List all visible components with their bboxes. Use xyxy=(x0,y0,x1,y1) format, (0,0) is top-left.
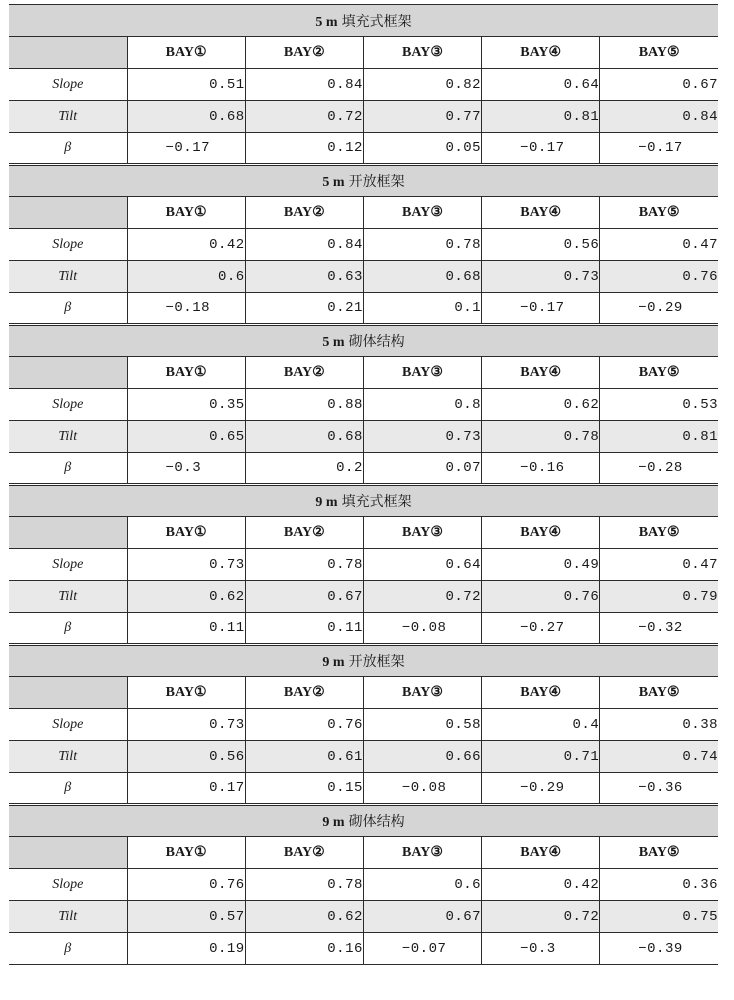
value-cell: 0.42 xyxy=(127,229,245,261)
value-cell: 0.64 xyxy=(363,549,481,581)
value-cell: 0.17 xyxy=(127,773,245,805)
table-row-slope xyxy=(9,229,718,261)
section-span: 5 m xyxy=(322,335,345,350)
value-cell: 0.67 xyxy=(600,69,718,101)
value-cell: 0.68 xyxy=(245,421,363,453)
value-cell: 0.81 xyxy=(482,101,600,133)
value-cell: 0.58 xyxy=(363,709,481,741)
bay-header: BAY③ xyxy=(363,677,481,709)
value-cell: 0.8 xyxy=(363,389,481,421)
value-cell: 0.35 xyxy=(127,389,245,421)
value-cell: 0.4 xyxy=(482,709,600,741)
section-title-row xyxy=(9,805,718,837)
bay-header: BAY① xyxy=(127,677,245,709)
value-cell: 0.75 xyxy=(600,901,718,933)
bay-header: BAY① xyxy=(127,517,245,549)
value-cell: 0.36 xyxy=(600,869,718,901)
bay-header: BAY① xyxy=(127,37,245,69)
bay-header: BAY④ xyxy=(482,357,600,389)
header-corner-cell xyxy=(9,677,127,709)
value-cell: 0.16 xyxy=(245,933,363,965)
section-span: 9 m xyxy=(315,495,338,510)
value-cell: 0.12 xyxy=(245,133,363,165)
table-row-beta xyxy=(9,133,718,165)
section-structure-type: 开放框架 xyxy=(348,175,405,190)
value-cell: −0.17 xyxy=(482,293,600,325)
table-row-beta xyxy=(9,613,718,645)
bay-header: BAY② xyxy=(245,37,363,69)
value-cell: 0.62 xyxy=(482,389,600,421)
value-cell: 0.2 xyxy=(245,453,363,485)
value-cell: 0.72 xyxy=(482,901,600,933)
row-label: Slope xyxy=(9,389,127,421)
row-label: Slope xyxy=(9,229,127,261)
row-label: Slope xyxy=(9,709,127,741)
value-cell: −0.32 xyxy=(600,613,718,645)
value-cell: 0.57 xyxy=(127,901,245,933)
bay-header-row xyxy=(9,37,718,69)
value-cell: −0.39 xyxy=(600,933,718,965)
table-row-tilt xyxy=(9,901,718,933)
table-row-tilt xyxy=(9,581,718,613)
value-cell: 0.84 xyxy=(245,229,363,261)
value-cell: 0.78 xyxy=(482,421,600,453)
section-title xyxy=(9,325,718,357)
row-label: Slope xyxy=(9,69,127,101)
table-row-slope xyxy=(9,389,718,421)
value-cell: 0.67 xyxy=(245,581,363,613)
value-cell: 0.68 xyxy=(127,101,245,133)
row-label: Tilt xyxy=(9,101,127,133)
value-cell: 0.05 xyxy=(363,133,481,165)
value-cell: 0.79 xyxy=(600,581,718,613)
row-label: Tilt xyxy=(9,901,127,933)
value-cell: −0.29 xyxy=(482,773,600,805)
value-cell: 0.47 xyxy=(600,229,718,261)
table-row-beta xyxy=(9,293,718,325)
value-cell: 0.15 xyxy=(245,773,363,805)
table-row-tilt xyxy=(9,421,718,453)
bay-header: BAY② xyxy=(245,677,363,709)
bay-header: BAY⑤ xyxy=(600,357,718,389)
value-cell: −0.17 xyxy=(600,133,718,165)
value-cell: 0.77 xyxy=(363,101,481,133)
section-span: 9 m xyxy=(322,655,345,670)
section-span: 5 m xyxy=(322,175,345,190)
value-cell: 0.72 xyxy=(363,581,481,613)
bay-header: BAY⑤ xyxy=(600,197,718,229)
value-cell: 0.73 xyxy=(127,549,245,581)
value-cell: 0.6 xyxy=(127,261,245,293)
row-label: Tilt xyxy=(9,581,127,613)
section-structure-type: 砌体结构 xyxy=(348,815,405,830)
row-label: Tilt xyxy=(9,741,127,773)
row-label: β xyxy=(9,133,127,165)
coefficient-table xyxy=(9,4,718,965)
section-span: 5 m xyxy=(315,14,338,30)
bay-header: BAY④ xyxy=(482,37,600,69)
value-cell: −0.3 xyxy=(482,933,600,965)
value-cell: 0.76 xyxy=(127,869,245,901)
header-corner-cell xyxy=(9,517,127,549)
bay-header: BAY② xyxy=(245,837,363,869)
value-cell: 0.11 xyxy=(245,613,363,645)
value-cell: −0.17 xyxy=(482,133,600,165)
bay-header: BAY④ xyxy=(482,837,600,869)
value-cell: 0.88 xyxy=(245,389,363,421)
bay-header: BAY③ xyxy=(363,517,481,549)
value-cell: 0.78 xyxy=(363,229,481,261)
table-row-slope xyxy=(9,709,718,741)
value-cell: 0.49 xyxy=(482,549,600,581)
value-cell: −0.36 xyxy=(600,773,718,805)
value-cell: 0.51 xyxy=(127,69,245,101)
table-row-beta xyxy=(9,773,718,805)
section-title xyxy=(9,485,718,517)
value-cell: 0.61 xyxy=(245,741,363,773)
value-cell: 0.56 xyxy=(127,741,245,773)
value-cell: 0.81 xyxy=(600,421,718,453)
value-cell: −0.08 xyxy=(363,773,481,805)
value-cell: −0.17 xyxy=(127,133,245,165)
bay-header: BAY④ xyxy=(482,197,600,229)
bay-header: BAY⑤ xyxy=(600,517,718,549)
section-title-row xyxy=(9,5,718,37)
bay-header: BAY① xyxy=(127,837,245,869)
bay-header-row xyxy=(9,837,718,869)
row-label: Tilt xyxy=(9,261,127,293)
bay-header: BAY③ xyxy=(363,197,481,229)
bay-header: BAY① xyxy=(127,357,245,389)
table-row-tilt xyxy=(9,261,718,293)
value-cell: 0.76 xyxy=(482,581,600,613)
bay-header: BAY① xyxy=(127,197,245,229)
value-cell: 0.72 xyxy=(245,101,363,133)
bay-header: BAY③ xyxy=(363,837,481,869)
header-corner-cell xyxy=(9,837,127,869)
section-title xyxy=(9,5,718,37)
bay-header: BAY② xyxy=(245,357,363,389)
value-cell: 0.19 xyxy=(127,933,245,965)
value-cell: −0.28 xyxy=(600,453,718,485)
row-label: Tilt xyxy=(9,421,127,453)
value-cell: 0.65 xyxy=(127,421,245,453)
value-cell: −0.27 xyxy=(482,613,600,645)
table-row-beta xyxy=(9,933,718,965)
bay-header: BAY④ xyxy=(482,517,600,549)
table-row-tilt xyxy=(9,741,718,773)
bay-header: BAY② xyxy=(245,197,363,229)
value-cell: −0.07 xyxy=(363,933,481,965)
bay-header: BAY④ xyxy=(482,677,600,709)
value-cell: 0.76 xyxy=(245,709,363,741)
value-cell: 0.6 xyxy=(363,869,481,901)
section-structure-type: 填充式框架 xyxy=(341,495,412,510)
value-cell: −0.29 xyxy=(600,293,718,325)
bay-header: BAY② xyxy=(245,517,363,549)
bay-header-row xyxy=(9,357,718,389)
header-corner-cell xyxy=(9,37,127,69)
value-cell: 0.71 xyxy=(482,741,600,773)
value-cell: 0.1 xyxy=(363,293,481,325)
bay-header-row xyxy=(9,197,718,229)
row-label: Slope xyxy=(9,549,127,581)
bay-header: BAY⑤ xyxy=(600,37,718,69)
value-cell: −0.18 xyxy=(127,293,245,325)
value-cell: 0.78 xyxy=(245,869,363,901)
header-corner-cell xyxy=(9,197,127,229)
section-title xyxy=(9,645,718,677)
row-label: β xyxy=(9,933,127,965)
section-title-row xyxy=(9,485,718,517)
value-cell: 0.47 xyxy=(600,549,718,581)
value-cell: 0.07 xyxy=(363,453,481,485)
value-cell: 0.53 xyxy=(600,389,718,421)
value-cell: 0.68 xyxy=(363,261,481,293)
value-cell: 0.74 xyxy=(600,741,718,773)
value-cell: 0.73 xyxy=(127,709,245,741)
bay-header-row xyxy=(9,517,718,549)
value-cell: 0.56 xyxy=(482,229,600,261)
table-row-slope xyxy=(9,549,718,581)
value-cell: 0.84 xyxy=(245,69,363,101)
section-title xyxy=(9,805,718,837)
bay-header: BAY③ xyxy=(363,37,481,69)
section-structure-type: 填充式框架 xyxy=(341,14,412,30)
table-row-slope xyxy=(9,869,718,901)
value-cell: 0.62 xyxy=(127,581,245,613)
value-cell: 0.38 xyxy=(600,709,718,741)
value-cell: 0.21 xyxy=(245,293,363,325)
value-cell: 0.42 xyxy=(482,869,600,901)
value-cell: 0.63 xyxy=(245,261,363,293)
value-cell: −0.3 xyxy=(127,453,245,485)
row-label: β xyxy=(9,453,127,485)
value-cell: 0.76 xyxy=(600,261,718,293)
value-cell: −0.08 xyxy=(363,613,481,645)
table-row-slope xyxy=(9,69,718,101)
header-corner-cell xyxy=(9,357,127,389)
value-cell: 0.73 xyxy=(363,421,481,453)
value-cell: 0.67 xyxy=(363,901,481,933)
section-title xyxy=(9,165,718,197)
section-structure-type: 开放框架 xyxy=(348,655,405,670)
row-label: β xyxy=(9,293,127,325)
value-cell: 0.84 xyxy=(600,101,718,133)
row-label: Slope xyxy=(9,869,127,901)
value-cell: 0.62 xyxy=(245,901,363,933)
bay-header: BAY⑤ xyxy=(600,677,718,709)
value-cell: −0.16 xyxy=(482,453,600,485)
value-cell: 0.82 xyxy=(363,69,481,101)
section-title-row xyxy=(9,325,718,357)
value-cell: 0.78 xyxy=(245,549,363,581)
section-structure-type: 砌体结构 xyxy=(348,335,405,350)
value-cell: 0.11 xyxy=(127,613,245,645)
value-cell: 0.66 xyxy=(363,741,481,773)
section-title-row xyxy=(9,165,718,197)
bay-header: BAY③ xyxy=(363,357,481,389)
bay-header-row xyxy=(9,677,718,709)
row-label: β xyxy=(9,773,127,805)
table-row-beta xyxy=(9,453,718,485)
table-row-tilt xyxy=(9,101,718,133)
value-cell: 0.73 xyxy=(482,261,600,293)
value-cell: 0.64 xyxy=(482,69,600,101)
row-label: β xyxy=(9,613,127,645)
section-title-row xyxy=(9,645,718,677)
section-span: 9 m xyxy=(322,815,345,830)
bay-header: BAY⑤ xyxy=(600,837,718,869)
